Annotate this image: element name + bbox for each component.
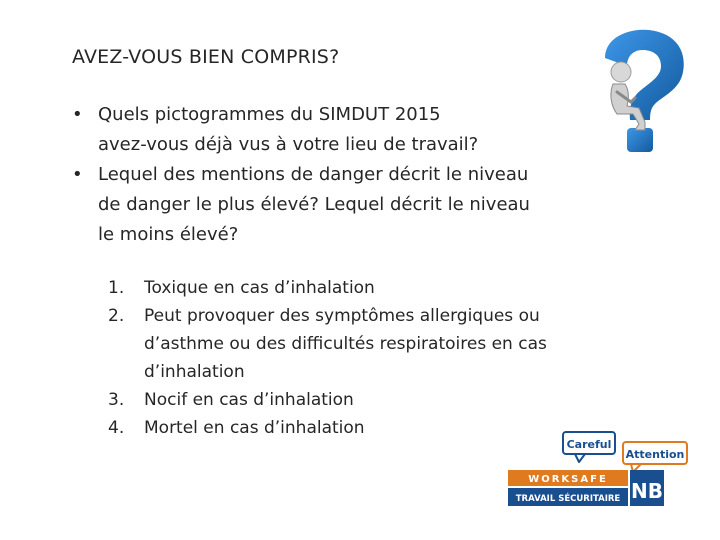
numbered-item: [108, 274, 608, 302]
nb-text: NB: [631, 479, 663, 503]
worksafe-text: WORKSAFE: [528, 474, 608, 485]
question-mark-figure-icon: [583, 28, 699, 164]
item-number: 4.: [108, 418, 125, 438]
bullet-text-line: Lequel des mentions de danger décrit le niveau: [98, 164, 529, 185]
bullet-item: [72, 100, 602, 160]
item-text: Toxique en cas d’inhalation: [144, 278, 375, 298]
bullet-text-line: Quels pictogrammes du SIMDUT 2015: [98, 104, 441, 125]
bullet-marker: •: [72, 164, 83, 185]
bullet-list: [72, 100, 602, 250]
item-number: 1.: [108, 278, 125, 298]
bullet-text-line: avez-vous déjà vus à votre lieu de travail?: [98, 134, 479, 155]
item-number: 2.: [108, 306, 125, 326]
attention-bubble-text: Attention: [625, 448, 685, 461]
bullet-marker: •: [72, 104, 83, 125]
numbered-list: [108, 274, 608, 442]
careful-bubble-text: Careful: [566, 438, 612, 451]
bullet-item: [72, 160, 602, 250]
item-text: d’inhalation: [144, 362, 245, 382]
item-text: Peut provoquer des symptômes allergiques ou: [144, 306, 540, 326]
numbered-item: [108, 386, 608, 414]
bullet-text-line: de danger le plus élevé? Lequel décrit le niveau: [98, 194, 530, 215]
worksafe-nb-logo: [505, 430, 690, 515]
item-number: 3.: [108, 390, 125, 410]
item-text: d’asthme ou des difficultés respiratoires en cas: [144, 334, 547, 354]
numbered-item: [108, 302, 608, 386]
item-text: Nocif en cas d’inhalation: [144, 390, 354, 410]
item-text: Mortel en cas d’inhalation: [144, 418, 365, 438]
slide-title: AVEZ-VOUS BIEN COMPRIS?: [72, 46, 340, 68]
travail-securitaire-text: TRAVAIL SÉCURITAIRE: [515, 494, 621, 504]
bullet-text-line: le moins élevé?: [98, 224, 239, 245]
